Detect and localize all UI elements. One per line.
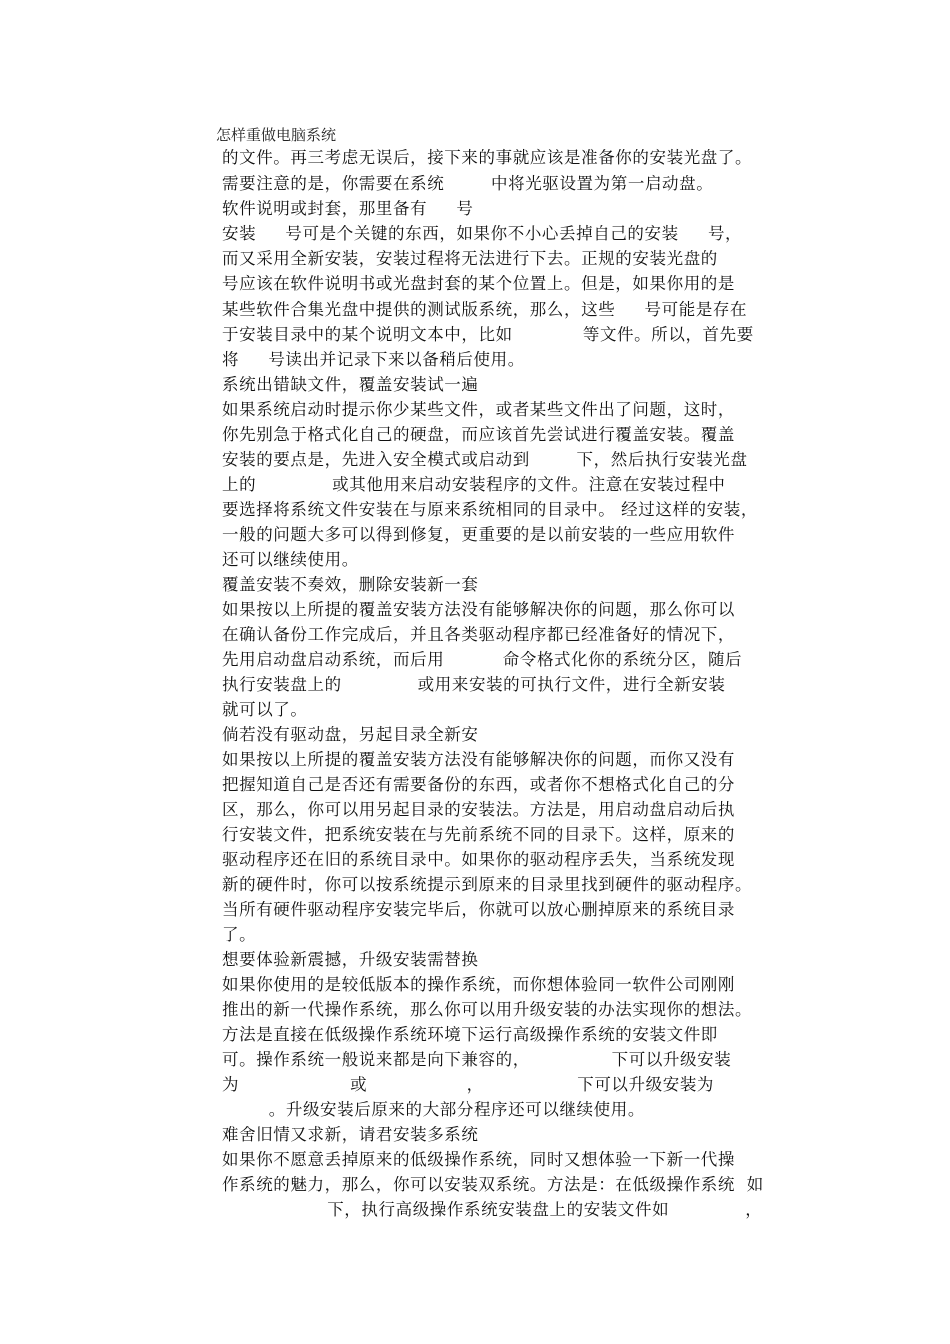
body-line: 作系统的魅力，那么，你可以安装双系统。方法是：在低级操作系统 如 — [222, 1175, 764, 1194]
section-heading: 难舍旧情又求新，请君安装多系统 — [222, 1125, 479, 1144]
body-line: 先用启动盘启动系统，而后用 命令格式化你的系统分区，随后 — [222, 650, 743, 669]
body-line: 如果按以上所提的覆盖安装方法没有能够解决你的问题，那么你可以 — [222, 600, 735, 619]
body-line: 安装 号可是个关键的东西，如果你不小心丢掉自己的安装 号， — [222, 224, 743, 243]
body-line: 你先别急于格式化自己的硬盘，而应该首先尝试进行覆盖安装。覆盖 — [222, 425, 735, 444]
body-line: 一般的问题大多可以得到修复，更重要的是以前安装的一些应用软件 — [222, 525, 735, 544]
body-line: 将 号读出并记录下来以备稍后使用。 — [222, 350, 525, 369]
body-line: 如果系统启动时提示你少某些文件，或者某些文件出了问题，这时， — [222, 400, 735, 419]
body-line: 当所有硬件驱动程序安装完毕后，你就可以放心删掉原来的系统目录 — [222, 900, 735, 919]
body-line: 行安装文件，把系统安装在与先前系统不同的目录下。这样，原来的 — [222, 825, 735, 844]
body-line: 下，执行高级操作系统安装盘上的安装文件如 ， — [222, 1200, 763, 1219]
body-line: 。升级安装后原来的大部分程序还可以继续使用。 — [222, 1100, 645, 1119]
body-line: 驱动程序还在旧的系统目录中。如果你的驱动程序丢失，当系统发现 — [222, 850, 735, 869]
section-heading: 想要体验新震撼，升级安装需替换 — [222, 950, 479, 969]
body-line: 如果你不愿意丢掉原来的低级操作系统，同时又想体验一下新一代操 — [222, 1150, 735, 1169]
body-line: 了。 — [222, 925, 257, 944]
body-line: 可。操作系统一般说来都是向下兼容的， 下可以升级安装 — [222, 1050, 732, 1069]
section-heading: 覆盖安装不奏效，删除安装新一套 — [222, 575, 479, 594]
body-line: 在确认备份工作完成后，并且各类驱动程序都已经准备好的情况下， — [222, 625, 735, 644]
body-line: 号应该在软件说明书或光盘封套的某个位置上。但是，如果你用的是 — [222, 274, 735, 293]
section-heading: 系统出错缺文件，覆盖安装试一遍 — [222, 375, 479, 394]
document-title: 怎样重做电脑系统 — [216, 126, 337, 144]
body-line: 于安装目录中的某个说明文本中，比如 等文件。所以，首先要 — [222, 325, 754, 344]
body-line: 还可以继续使用。 — [222, 550, 359, 569]
body-line: 要选择将系统文件安装在与原来系统相同的目录中。 经过这样的安装， — [222, 500, 758, 519]
body-line: 上的 或其他用来启动安装程序的文件。注意在安装过程中 — [222, 475, 726, 494]
section-heading: 倘若没有驱动盘，另起目录全新安 — [222, 725, 479, 744]
body-line: 执行安装盘上的 或用来安装的可执行文件，进行全新安装 — [222, 675, 726, 694]
body-line: 推出的新一代操作系统，那么你可以用升级安装的办法实现你的想法。 — [222, 1000, 753, 1019]
body-line: 的文件。再三考虑无误后，接下来的事就应该是准备你的安装光盘了。 — [222, 148, 753, 167]
body-line: 需要注意的是，你需要在系统 中将光驱设置为第一启动盘。 — [222, 174, 714, 193]
body-line: 软件说明或封套，那里备有 号 — [222, 199, 474, 218]
body-line: 区，那么，你可以用另起目录的安装法。方法是，用启动盘启动后执 — [222, 800, 735, 819]
body-line: 而又采用全新安装，安装过程将无法进行下去。正规的安装光盘的 — [222, 249, 718, 268]
body-line: 新的硬件时，你可以按系统提示到原来的目录里找到硬件的驱动程序。 — [222, 875, 753, 894]
body-line: 安装的要点是，先进入安全模式或启动到 下，然后执行安装光盘 — [222, 450, 748, 469]
body-line: 为 或 ， 下可以升级安装为 — [222, 1075, 715, 1094]
body-line: 把握知道自己是否还有需要备份的东西，或者你不想格式化自己的分 — [222, 775, 735, 794]
body-line: 方法是直接在低级操作系统环境下运行高级操作系统的安装文件即 — [222, 1025, 718, 1044]
body-line: 如果你使用的是较低版本的操作系统，而你想体验同一软件公司刚刚 — [222, 975, 735, 994]
body-line: 某些软件合集光盘中提供的测试版系统，那么，这些 号可能是存在 — [222, 300, 748, 319]
body-line: 就可以了。 — [222, 700, 308, 719]
body-line: 如果按以上所提的覆盖安装方法没有能够解决你的问题，而你又没有 — [222, 750, 735, 769]
